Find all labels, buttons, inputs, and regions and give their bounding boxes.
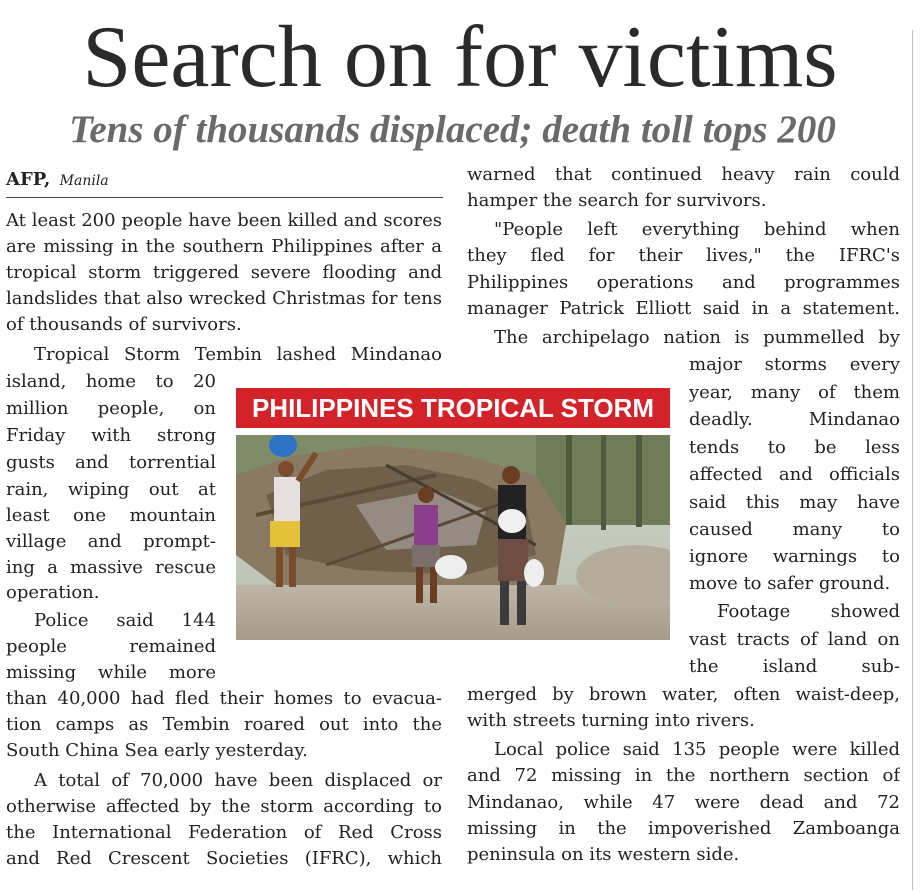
right-line: and 72 missing in the northern section of xyxy=(467,765,900,786)
right-line: ignore warnings to xyxy=(689,546,900,567)
right-line: vast tracts of land on xyxy=(689,629,900,650)
left-line: landslides that also wrecked Christmas for tens xyxy=(6,288,442,309)
right-line: move to safer ground. xyxy=(689,573,891,594)
right-line: warned that continued heavy rain could xyxy=(467,164,900,185)
right-line: said this may have xyxy=(689,492,900,513)
right-line: "People left everything behind when xyxy=(494,219,900,240)
left-line: least one mountain xyxy=(6,505,216,526)
left-line: operation. xyxy=(6,582,100,603)
left-line: village and prompt- xyxy=(6,531,216,552)
left-line: tion camps as Tembin roared out into the xyxy=(6,714,442,735)
right-line: manager Patrick Elliott said in a statement. xyxy=(467,298,900,319)
byline-place: Manila xyxy=(59,173,109,189)
right-line: merged by brown water, often waist-deep, xyxy=(467,684,900,705)
subheadline: Tens of thousands displaced; death toll tops 200 xyxy=(69,108,836,151)
column-rule xyxy=(912,30,913,890)
left-line: are missing in the southern Philippines after a xyxy=(6,236,442,257)
left-line: island, home to 20 xyxy=(6,371,216,392)
right-line: caused many to xyxy=(689,519,900,540)
right-line: Local police said 135 people were killed xyxy=(494,739,900,760)
headline: Search on for victims xyxy=(82,9,838,106)
left-line: otherwise affected by the storm according to xyxy=(6,796,442,817)
left-line: of thousands of survivors. xyxy=(6,314,242,335)
left-line: Tropical Storm Tembin lashed Mindanao xyxy=(34,344,442,365)
left-line: missing while more xyxy=(6,662,216,683)
left-line: the International Federation of Red Cross xyxy=(6,822,442,843)
left-line: At least 200 people have been killed and scores xyxy=(6,210,442,231)
right-line: affected and officials xyxy=(689,464,900,485)
right-line: hamper the search for survivors. xyxy=(467,190,767,211)
storm-photo-illustration xyxy=(236,435,670,640)
right-line: tends to be less xyxy=(689,437,900,458)
left-line: South China Sea early yesterday. xyxy=(6,740,308,761)
right-line: the island sub- xyxy=(689,656,900,677)
right-line: year, many of them xyxy=(689,382,900,403)
left-line: than 40,000 had fled their homes to evacua- xyxy=(6,688,442,709)
right-line: The archipelago nation is pummelled by xyxy=(494,327,900,348)
storm-photo xyxy=(236,435,670,640)
right-line: with streets turning into rivers. xyxy=(467,710,755,731)
right-line: Footage showed xyxy=(717,601,900,622)
right-line: missing in the impoverished Zamboanga xyxy=(467,818,900,839)
right-line: deadly. Mindanao xyxy=(689,409,900,430)
byline-divider xyxy=(6,197,443,198)
left-line: rain, wiping out at xyxy=(6,479,216,500)
byline-agency: AFP, xyxy=(6,169,51,190)
right-line: Philippines operations and programmes xyxy=(467,272,900,293)
right-line: major storms every xyxy=(689,354,900,375)
left-line: Police said 144 xyxy=(34,610,216,631)
left-line: Friday with strong xyxy=(6,425,216,446)
left-line: A total of 70,000 have been displaced or xyxy=(34,770,442,791)
left-line: tropical storm triggered severe flooding and xyxy=(6,262,442,283)
left-line: and Red Crescent Societies (IFRC), which xyxy=(6,848,442,869)
photo-banner: PHILIPPINES TROPICAL STORM xyxy=(236,388,670,428)
byline xyxy=(6,168,109,193)
left-line: million people, on xyxy=(6,398,216,419)
left-line: people remained xyxy=(6,636,216,657)
right-line: peninsula on its western side. xyxy=(467,844,740,865)
left-line: gusts and torrential xyxy=(6,452,216,473)
left-line: ing a massive rescue xyxy=(6,557,216,578)
right-line: Mindanao, while 47 were dead and 72 xyxy=(467,792,900,813)
photo-box xyxy=(236,388,670,640)
right-line: they fled for their lives," the IFRC's xyxy=(467,245,900,266)
